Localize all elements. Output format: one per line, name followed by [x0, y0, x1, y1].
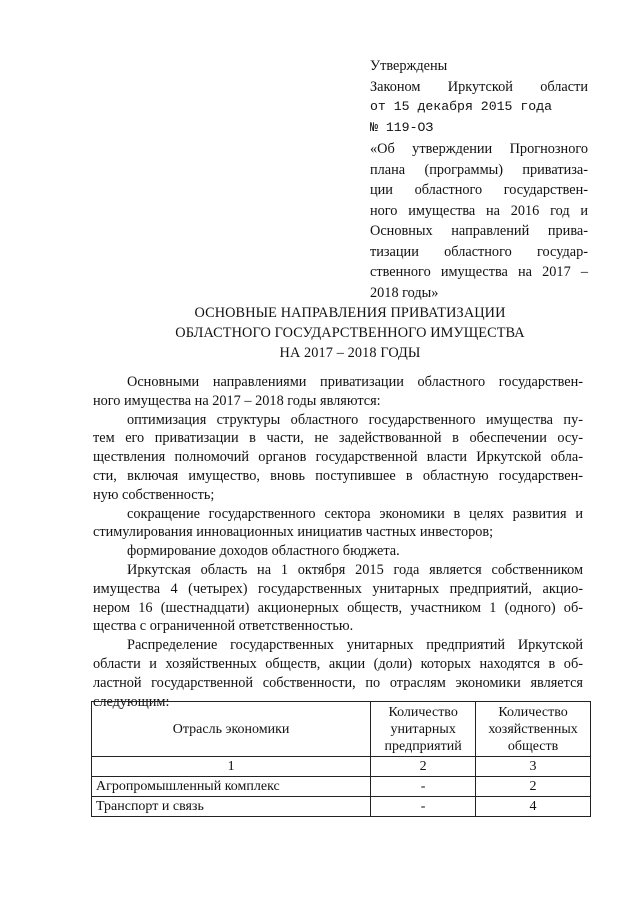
text-line: Иркутская область на 1 октября 2015 года является собственником [127, 561, 583, 578]
cell-companies: 4 [476, 797, 591, 817]
text-line: сти, включая имущество, вновь поступившее в областную государствен- [93, 467, 583, 484]
paragraph-reduction [93, 505, 583, 543]
approval-number: № 119-ОЗ [370, 119, 434, 135]
approval-quote-line: ции областного государствен- [370, 182, 588, 198]
text-line: области и хозяйственных обществ, акции (доли) которых находятся в об- [93, 655, 583, 672]
text-line: тем его приватизации в части, не задействованной в обеспечении осу- [93, 430, 583, 447]
approval-law: Законом Иркутской области [370, 78, 588, 95]
body-text [93, 373, 583, 711]
text-line: стимулирования инновационных инициатив частных инвесторов; [93, 524, 494, 541]
cell-companies: 2 [476, 777, 591, 797]
paragraph-ownership [93, 561, 583, 636]
approval-block [370, 56, 588, 303]
heading-line-3: НА 2017 – 2018 ГОДЫ [279, 345, 421, 361]
cell-unitary: - [371, 797, 476, 817]
text-line: щества с ограниченной ответственностью. [93, 618, 354, 635]
text-line: ластной государственной собственности, по отраслям экономики является [93, 674, 583, 691]
text-line: ществления полномочий органов государственной власти Иркутской обла- [93, 449, 583, 466]
approval-quote-line: ственного имущества на 2017 – [370, 264, 588, 280]
cell-sector: Агропромышленный комплекс [92, 777, 371, 797]
approval-quote-line: Основных направлений прива- [370, 223, 588, 239]
approval-quote-line: ного имущества на 2016 год и [370, 202, 588, 219]
approval-quote-line: «Об утверждении Прогнозного [370, 141, 588, 157]
text-line: имущества 4 (четырех) государственных унитарных предприятий, акцио- [93, 580, 583, 597]
sector-distribution-table [91, 701, 591, 817]
approval-title: Утверждены [370, 58, 448, 74]
cell-unitary: - [371, 777, 476, 797]
text-line: ную собственность; [93, 486, 215, 503]
paragraph-budget [93, 542, 583, 561]
text-line: сокращение государственного сектора экономики в целях развития и [127, 505, 583, 522]
column-number: 2 [371, 757, 476, 777]
text-line: Основными направлениями приватизации областного государствен- [127, 374, 583, 390]
header-companies: Количество хозяйственных обществ [476, 702, 591, 757]
cell-sector: Транспорт и связь [92, 797, 371, 817]
approval-quote-line: плана (программы) приватиза- [370, 161, 588, 178]
approval-date: от 15 декабря 2015 года [370, 99, 553, 114]
text-line: ного имущества на 2017 – 2018 годы являются: [93, 392, 381, 409]
column-number: 3 [476, 757, 591, 777]
text-line: Распределение государственных унитарных предприятий Иркутской [127, 637, 583, 654]
text-line: оптимизация структуры областного государственного имущества пу- [127, 411, 583, 428]
document-heading [100, 303, 600, 363]
heading-line-1: ОСНОВНЫЕ НАПРАВЛЕНИЯ ПРИВАТИЗАЦИИ [194, 305, 506, 321]
header-unitary: Количество унитарных предприятий [371, 702, 476, 757]
approval-quote [370, 139, 588, 303]
table-header-row [92, 702, 591, 757]
approval-quote-line: тизации областного государ- [370, 243, 588, 260]
table-row [92, 797, 591, 817]
approval-quote-line: 2018 годы» [370, 284, 439, 301]
table-row [92, 777, 591, 797]
heading-line-2: ОБЛАСТНОГО ГОСУДАРСТВЕННОГО ИМУЩЕСТВА [175, 325, 525, 341]
paragraph-optimization [93, 411, 583, 505]
table-numbering-row [92, 757, 591, 777]
paragraph-intro [93, 373, 583, 411]
header-sector: Отрасль экономики [92, 702, 371, 757]
text-line: следующим: [93, 693, 170, 710]
text-line: формирование доходов областного бюджета. [127, 543, 400, 560]
text-line: нером 16 (шестнадцати) акционерных обществ, участником 1 (одного) об- [93, 599, 583, 616]
column-number: 1 [92, 757, 371, 777]
